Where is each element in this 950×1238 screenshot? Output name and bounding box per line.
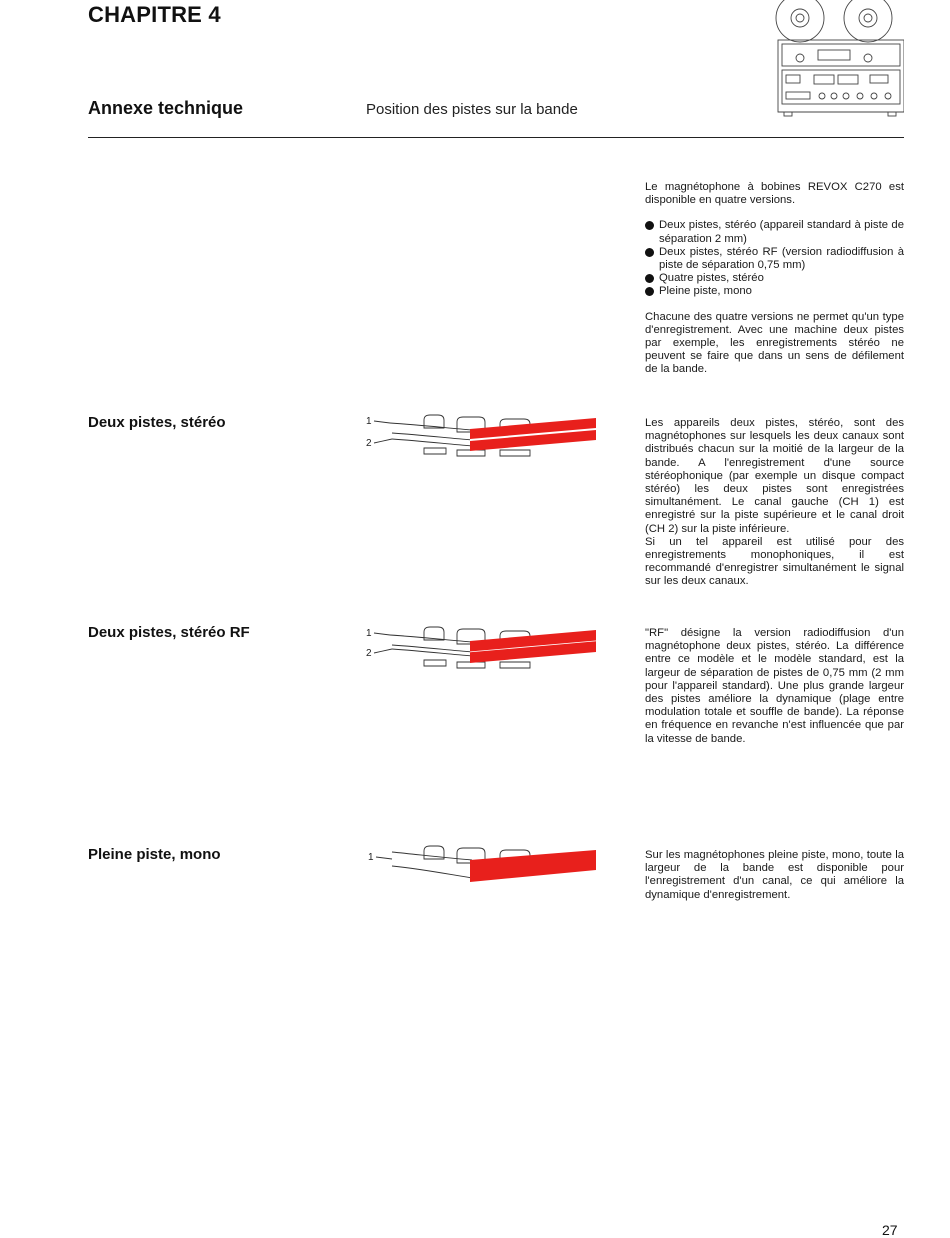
track-label: 1: [366, 628, 372, 639]
header-divider: [88, 137, 904, 138]
section-subtitle: Position des pistes sur la bande: [366, 101, 578, 118]
section-text-two-track-stereo: Les appareils deux pistes, stéréo, sont des magnétophones sur lesquels les deux canaux sont distribués chacun sur la moitié de la largeur de la bande. A l'enregistrement d'une source stéréophonique (par exemple un disque compact stéréo) les deux pistes sont enregistrées simultanément. Le canal gauche (CH 1) est enregistré sur la piste supérieure et le canal droit (CH 2) sur la piste inférieure. Si un tel appareil est utilisé pour des enregistrements monophoniques, il est recommandé d'enregistrer simultanément le signal sur les deux canaux.: [645, 417, 904, 588]
section-heading-two-track-stereo: Deux pistes, stéréo: [88, 414, 226, 431]
section-text-two-track-stereo-rf: "RF" désigne la version radiodiffusion d'un magnétophone deux pistes, stéréo. La différence entre ce modèle et le modèle standard, est la largeur de séparation de pistes de 0,75 mm (2 mm pour l'appareil standard). Une plus grande largeur des pistes améliore la dynamique (plage entre modulation totale et souffle de bande). La réponse en fréquence en revanche n'est influencée que par la vitesse de bande.: [645, 627, 904, 745]
bullet-icon: [645, 221, 654, 230]
intro-block: [645, 181, 904, 377]
intro-note: Chacune des quatre versions ne permet qu'un type d'enregistrement. Avec une machine deux pistes par exemple, les enregistrements stéréo ne peuvent se faire que dans un sens de défilement de la bande.: [645, 310, 904, 376]
bullet-icon: [645, 287, 654, 296]
version-list: [645, 219, 904, 298]
list-item: Quatre pistes, stéréo: [645, 272, 904, 285]
bullet-icon: [645, 248, 654, 257]
section-title: Annexe technique: [88, 98, 244, 118]
list-item: Deux pistes, stéréo RF (version radiodiffusion à piste de séparation 0,75 mm): [645, 246, 904, 272]
intro-lead: Le magnétophone à bobines REVOX C270 est disponible en quatre versions.: [645, 181, 904, 207]
page-number: 27: [882, 1222, 898, 1238]
tape-track-diagram-icon: [362, 410, 602, 470]
track-label: 2: [366, 438, 372, 449]
section-heading-two-track-stereo-rf: Deux pistes, stéréo RF: [88, 624, 250, 641]
chapter-title: CHAPITRE 4: [88, 2, 221, 27]
reel-to-reel-tape-recorder-icon: [770, 0, 904, 120]
track-label: 1: [368, 852, 374, 863]
bullet-icon: [645, 274, 654, 283]
list-item: Deux pistes, stéréo (appareil standard à piste de séparation 2 mm): [645, 219, 904, 245]
list-item: Pleine piste, mono: [645, 285, 904, 298]
track-label: 2: [366, 648, 372, 659]
tape-track-diagram-icon: [362, 622, 602, 682]
track-label: 1: [366, 416, 372, 427]
section-heading-full-track-mono: Pleine piste, mono: [88, 846, 221, 863]
section-text-full-track-mono: Sur les magnétophones pleine piste, mono, toute la largeur de la bande est disponible pour l'enregistrement d'un canal, ce qui améliore la dynamique d'enregistrement.: [645, 849, 904, 901]
tape-track-diagram-icon: [362, 838, 602, 898]
